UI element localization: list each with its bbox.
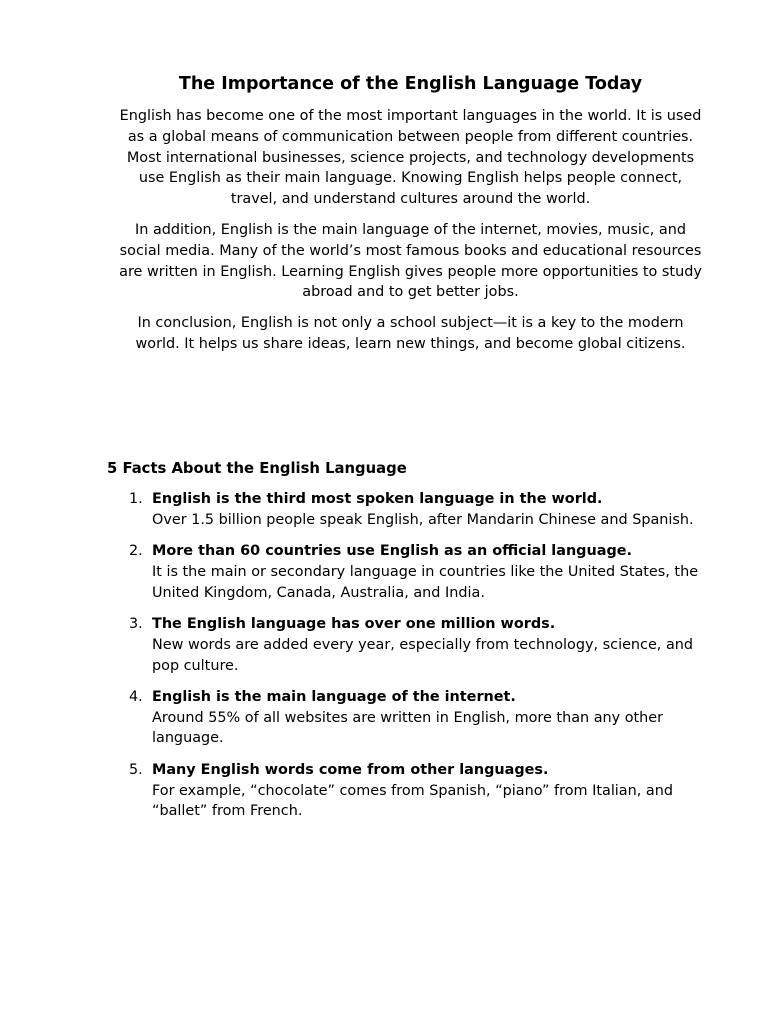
fact-text: It is the main or secondary language in countries like the United States, the United Kingdom, Canada, Australia, and India. [152,563,699,601]
essay-paragraph-conclusion: In conclusion, English is not only a school subject—it is a key to the modern world. It helps us share ideas, learn new things, and become global citizens. [135,315,686,352]
fact-text: New words are added every year, especially from technology, science, and pop culture. [152,636,694,674]
fact-title: English is the main language of the internet. [152,688,516,705]
fact-title: English is the third most spoken language in the world. [152,491,603,507]
fact-number: 2. [129,543,143,560]
fact-item [107,541,707,603]
fact-text: Over 1.5 billion people speak English, after Mandarin Chinese and Spanish. [152,511,694,528]
fact-title: Many English words come from other languages. [152,761,549,778]
fact-item [107,760,707,822]
fact-number: 5. [129,761,143,778]
fact-title: The English language has over one million words. [152,615,556,632]
essay-section [118,72,703,365]
fact-text: For example, “chocolate” comes from Spanish, “piano” from Italian, and “ballet” from French. [152,782,673,820]
fact-text: Around 55% of all websites are written in English, more than any other language. [152,709,664,747]
essay-paragraph-addition: In addition, English is the main language of the internet, movies, music, and social media. Many of the world’s most famous books and educational resources are written in English. Learning English gives people more opportunities to study abroad and to get better jobs. [119,221,702,301]
essay-paragraph-intro: English has become one of the most important languages in the world. It is used as a global means of communication between people from different countries. Most international businesses, science projects, and technology developments use English as their main language. Knowing English helps people connect, travel, and understand cultures around the world. [119,108,702,208]
facts-list [107,489,707,822]
essay-title: The Importance of the English Language Today [178,74,643,94]
fact-number: 3. [129,615,143,632]
fact-item [107,489,707,531]
fact-item [107,687,707,749]
facts-section [107,459,707,833]
facts-heading: 5 Facts About the English Language [107,460,407,477]
fact-title: More than 60 countries use English as an official language. [152,543,632,560]
fact-number: 4. [129,688,143,705]
fact-item [107,614,707,676]
fact-number: 1. [129,491,143,507]
